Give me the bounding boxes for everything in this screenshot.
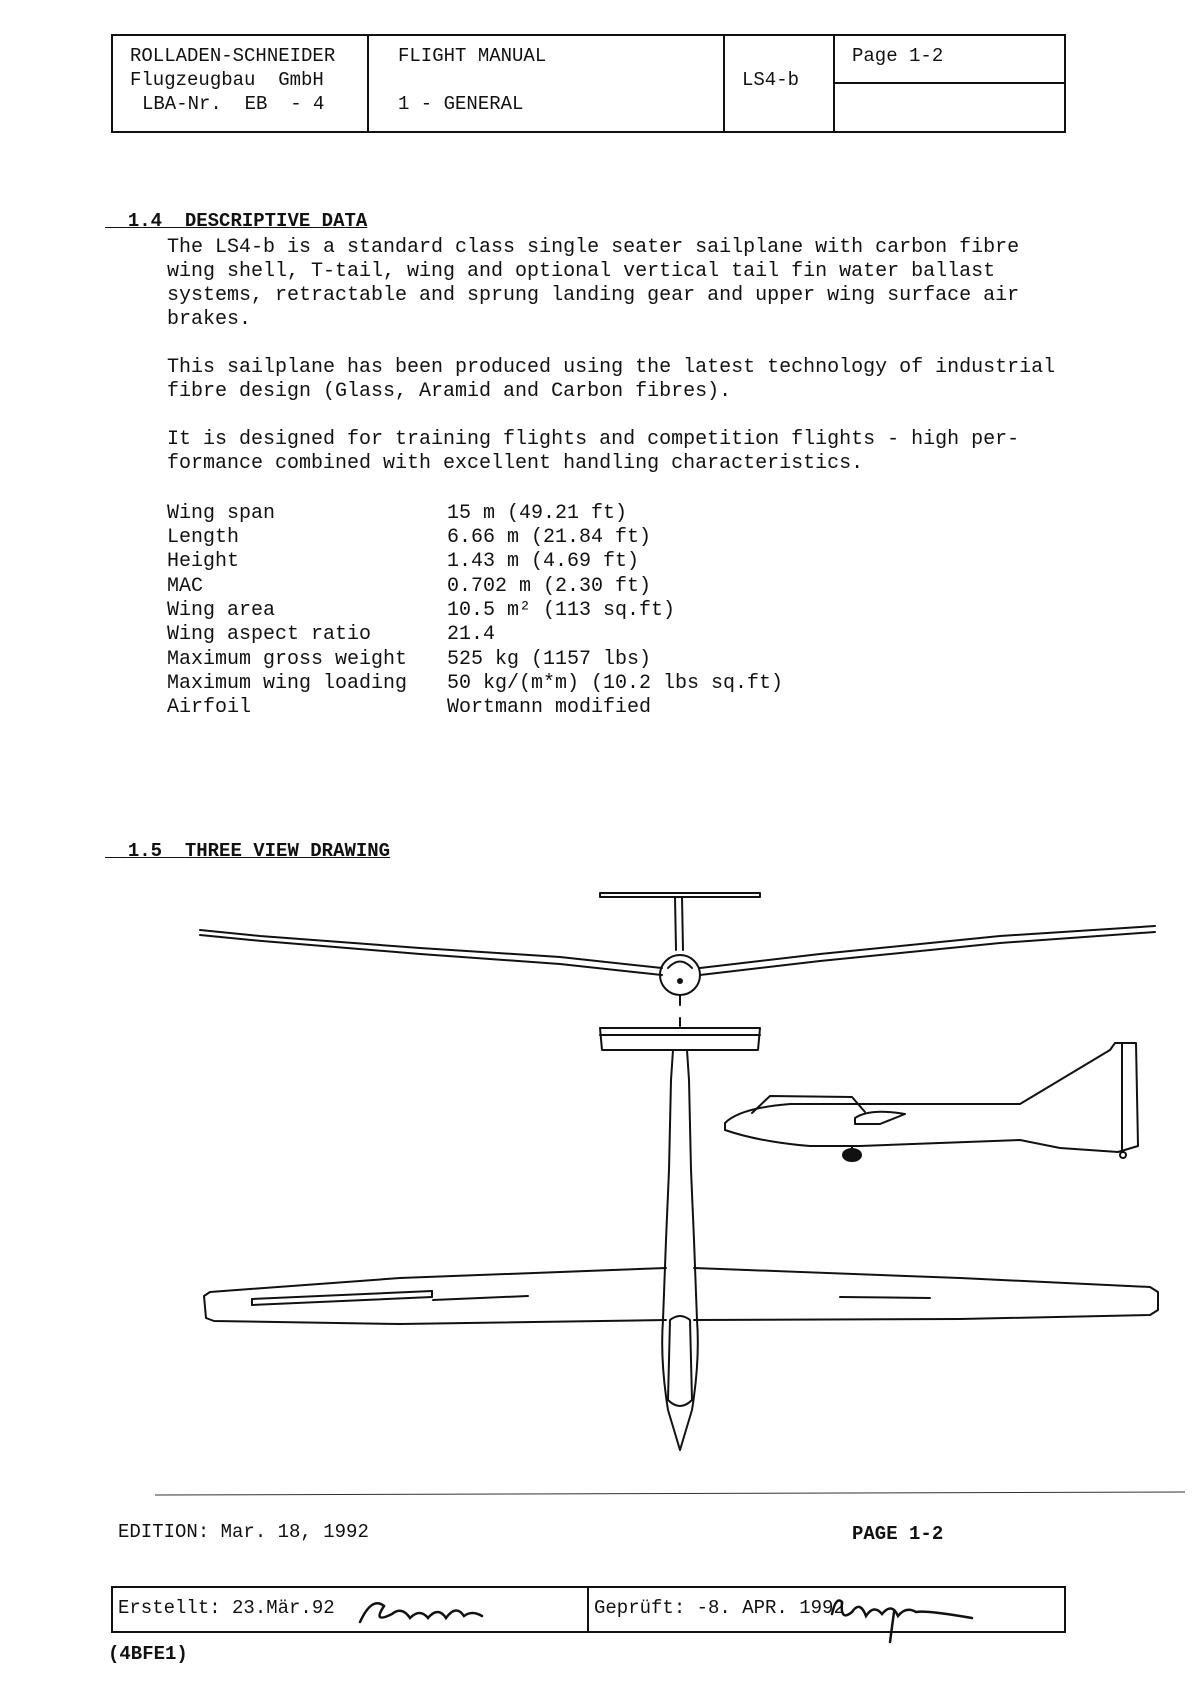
description-paragraph-1: The LS4-b is a standard class single seater sailplane with carbon fibre wing shell, T-tail, wing and optional vertical tail fin water ballast systems, retractable and sprung landing gear and upper wing surface air brakes. [167,236,1020,331]
spec-label: Airfoil [167,696,252,719]
section-1-5-number: 1.5 [127,840,163,862]
manual-title: FLIGHT MANUAL [398,45,547,67]
header-page-number: Page 1-2 [852,45,944,67]
lba-number: LBA-Nr. EB - 4 [142,93,325,115]
section-1-5-title: THREE VIEW DRAWING [184,840,391,862]
spec-label: Length [167,526,240,549]
spec-label: MAC [167,575,204,598]
spec-value: 21.4 [447,623,496,646]
edition-date: EDITION: Mar. 18, 1992 [118,1521,369,1543]
spec-label: Wing span [167,502,276,525]
description-paragraph-3: It is designed for training flights and competition flights - high per- formance combined with excellent handling characteristics. [167,428,1020,475]
spec-value: 0.702 m (2.30 ft) [447,575,652,598]
section-title: 1 - GENERAL [398,93,524,115]
spec-value: 50 kg/(m*m) (10.2 lbs sq.ft) [447,672,784,695]
spec-value: 10.5 m² (113 sq.ft) [447,599,676,622]
erstellt-label: Erstellt: 23.Mär.92 [118,1597,335,1619]
company-name: ROLLADEN-SCHNEIDER [130,45,336,67]
footer-page-number: PAGE 1-2 [852,1523,944,1545]
spec-value: 525 kg (1157 lbs) [447,648,652,671]
spec-value: 6.66 m (21.84 ft) [447,526,652,549]
spec-label: Wing aspect ratio [167,623,372,646]
section-1-4-title: DESCRIPTIVE DATA [184,210,368,232]
spec-label: Wing area [167,599,276,622]
geprueft-label: Geprüft: -8. APR. 1992 [594,1597,845,1619]
section-1-4-number: 1.4 [127,210,163,232]
geprueft-signature [832,1601,972,1619]
spec-value: 1.43 m (4.69 ft) [447,550,640,573]
spec-label: Maximum gross weight [167,648,408,671]
erstellt-signature [360,1603,482,1622]
description-paragraph-2: This sailplane has been produced using the latest technology of industrial fibre design (Glass, Aramid and Carbon fibres). [167,356,1056,403]
spec-value: 15 m (49.21 ft) [447,502,628,525]
model-name: LS4-b [742,69,800,91]
spec-value: Wortmann modified [447,696,652,719]
document-code: (4BFE1) [108,1643,188,1665]
spec-label: Height [167,550,240,573]
company-subtitle: Flugzeugbau GmbH [130,69,324,91]
spec-label: Maximum wing loading [167,672,408,695]
